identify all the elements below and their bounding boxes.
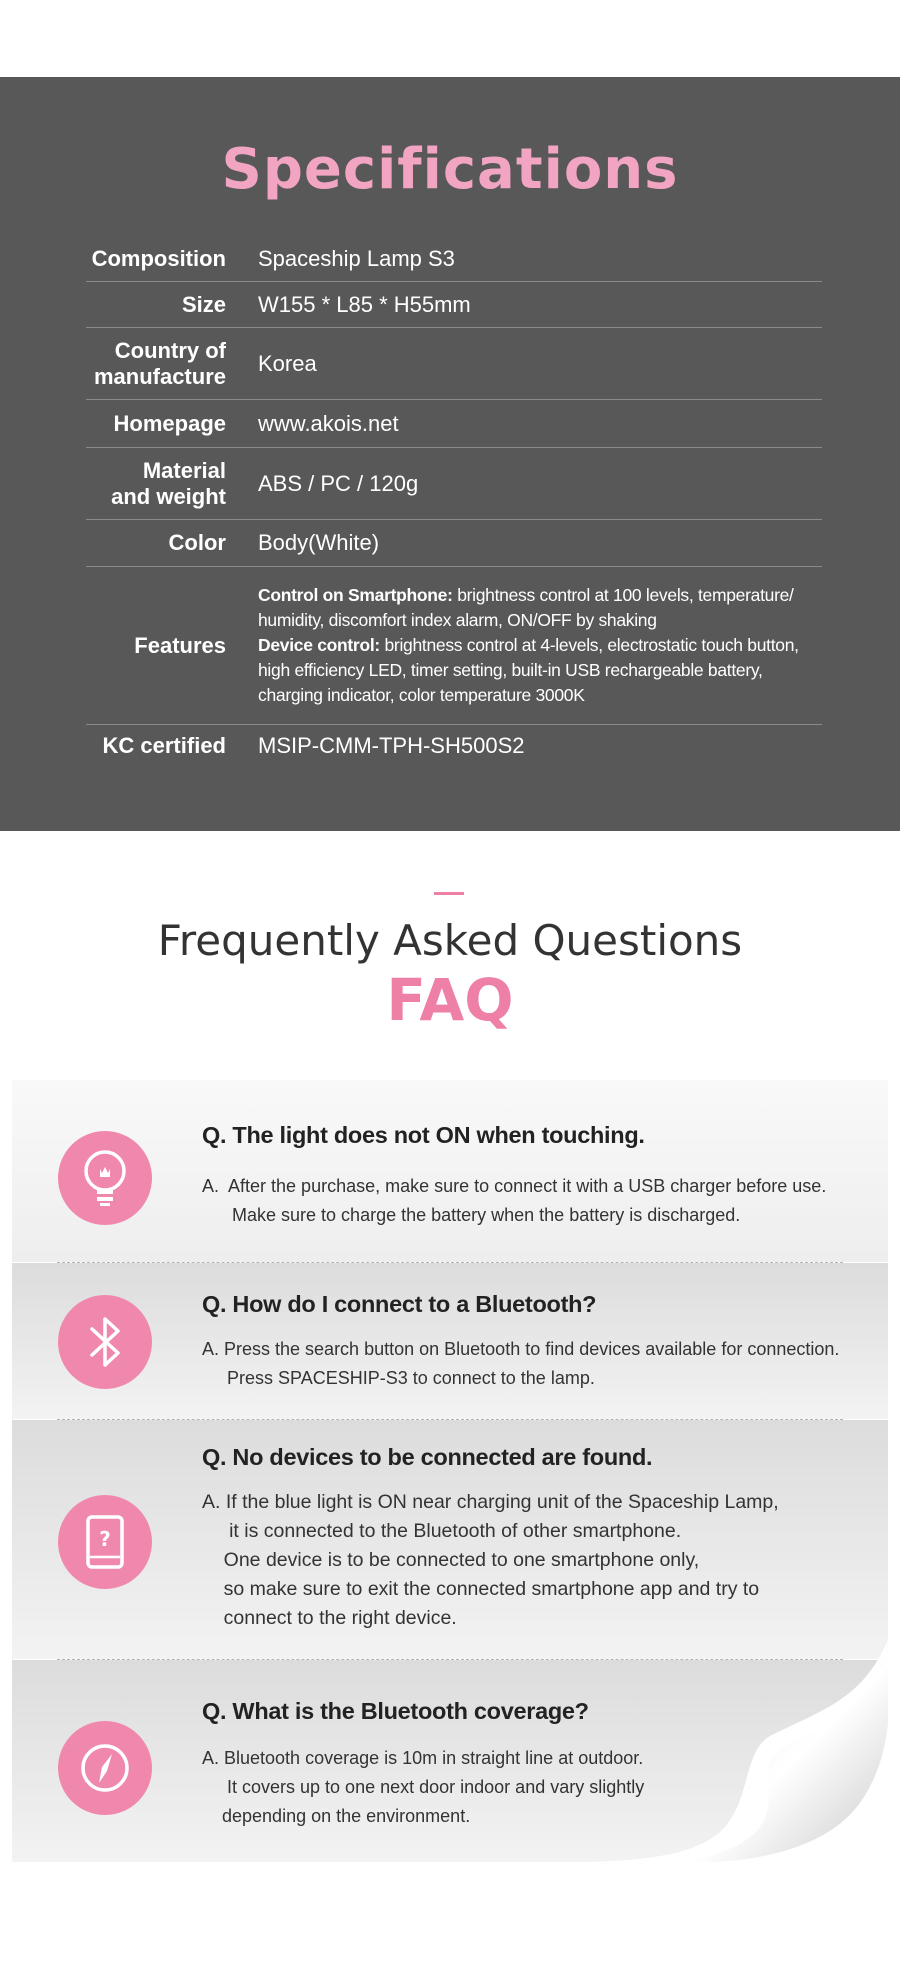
page-curl-decoration	[592, 1640, 888, 1862]
faq-item	[12, 1420, 888, 1659]
faq-question: Q. No devices to be connected are found.	[202, 1444, 653, 1470]
spec-value: Body(White)	[258, 530, 380, 555]
faq-panel	[12, 1080, 888, 1862]
faq-subtitle: Frequently Asked Questions	[157, 916, 743, 965]
spec-label: Size	[181, 291, 226, 317]
faq-item	[12, 1080, 888, 1262]
specifications-section	[0, 77, 900, 831]
faq-answer-line: It covers up to one next door indoor and vary slightly	[202, 1777, 645, 1797]
features-line: charging indicator, color temperature 3000K	[258, 685, 585, 705]
spec-row-composition	[86, 237, 822, 282]
faq-question: Q. What is the Bluetooth coverage?	[202, 1698, 589, 1724]
specifications-table	[86, 237, 822, 767]
faq-answer-line: it is connected to the Bluetooth of other smartphone.	[202, 1520, 682, 1542]
faq-title: FAQ	[386, 966, 514, 1034]
spec-row-material	[86, 448, 822, 520]
spec-value: W155 * L85 * H55mm	[258, 291, 471, 317]
spec-label: Composition	[91, 246, 226, 271]
spec-label-line: manufacture	[93, 363, 226, 389]
lightbulb-icon	[58, 1131, 152, 1225]
faq-answer-line: A. Press the search button on Bluetooth to find devices available for connection.	[202, 1339, 840, 1359]
features-smartphone-text: brightness control at 100 levels, temperature/	[457, 585, 794, 605]
spec-value: ABS / PC / 120g	[258, 470, 419, 496]
tablet-question-icon	[58, 1495, 152, 1589]
features-line	[258, 583, 799, 608]
faq-accent-dash	[434, 892, 464, 895]
faq-item	[12, 1263, 888, 1419]
features-device-text: brightness control at 4-levels, electrostatic touch button,	[384, 635, 799, 655]
features-line: humidity, discomfort index alarm, ON/OFF by shaking	[258, 610, 657, 630]
faq-answer-line: A. If the blue light is ON near charging unit of the Spaceship Lamp,	[202, 1491, 779, 1513]
faq-answer	[202, 1172, 826, 1230]
faq-answer-line: depending on the environment.	[202, 1806, 471, 1826]
spec-value: Spaceship Lamp S3	[258, 246, 455, 271]
features-smartphone-label: Control on Smartphone:	[258, 585, 453, 605]
spec-row-country	[86, 328, 822, 400]
spec-label	[86, 338, 226, 390]
faq-answer-line: A. Bluetooth coverage is 10m in straight line at outdoor.	[202, 1748, 644, 1768]
faq-answer-line: connect to the right device.	[202, 1607, 457, 1629]
features-device-label: Device control:	[258, 635, 380, 655]
faq-answer-line: so make sure to exit the connected smartphone app and try to	[202, 1578, 760, 1600]
specifications-title: Specifications	[221, 137, 679, 202]
faq-answer	[202, 1744, 644, 1831]
spec-label	[86, 458, 226, 510]
faq-answer-line: One device is to be connected to one smartphone only,	[202, 1549, 700, 1571]
svg-text:?: ?	[99, 1527, 111, 1551]
homepage-link[interactable]: www.akois.net	[258, 410, 399, 436]
spec-value: Korea	[258, 350, 317, 376]
features-line	[258, 633, 799, 658]
faq-answer	[202, 1335, 839, 1393]
faq-answer-line: Press SPACESHIP-S3 to connect to the lamp.	[202, 1368, 595, 1388]
faq-answer	[202, 1488, 779, 1633]
faq-answer-line: Make sure to charge the battery when the battery is discharged.	[202, 1205, 741, 1225]
spec-row-homepage	[86, 400, 822, 448]
features-line: high efficiency LED, timer setting, built-in USB rechargeable battery,	[258, 660, 763, 680]
spec-label-line: Country of	[114, 337, 226, 363]
bluetooth-icon	[58, 1295, 152, 1389]
spec-value: MSIP-CMM-TPH-SH500S2	[258, 733, 525, 758]
spec-label: KC certified	[102, 733, 226, 758]
compass-icon	[58, 1721, 152, 1815]
faq-question: Q. How do I connect to a Bluetooth?	[202, 1291, 597, 1317]
spec-label: Color	[168, 530, 226, 555]
spec-label-line: and weight	[111, 483, 226, 509]
spec-row-color	[86, 520, 822, 567]
features-text	[226, 583, 799, 708]
spec-row-size	[86, 282, 822, 328]
spec-row-features	[86, 567, 822, 725]
spec-label: Homepage	[113, 410, 226, 436]
faq-question: Q. The light does not ON when touching.	[202, 1122, 645, 1148]
spec-label: Features	[134, 632, 226, 658]
spec-row-kc	[86, 725, 822, 767]
faq-answer-line: A. After the purchase, make sure to connect it with a USB charger before use.	[202, 1176, 827, 1196]
spec-label-line: Material	[142, 457, 226, 483]
